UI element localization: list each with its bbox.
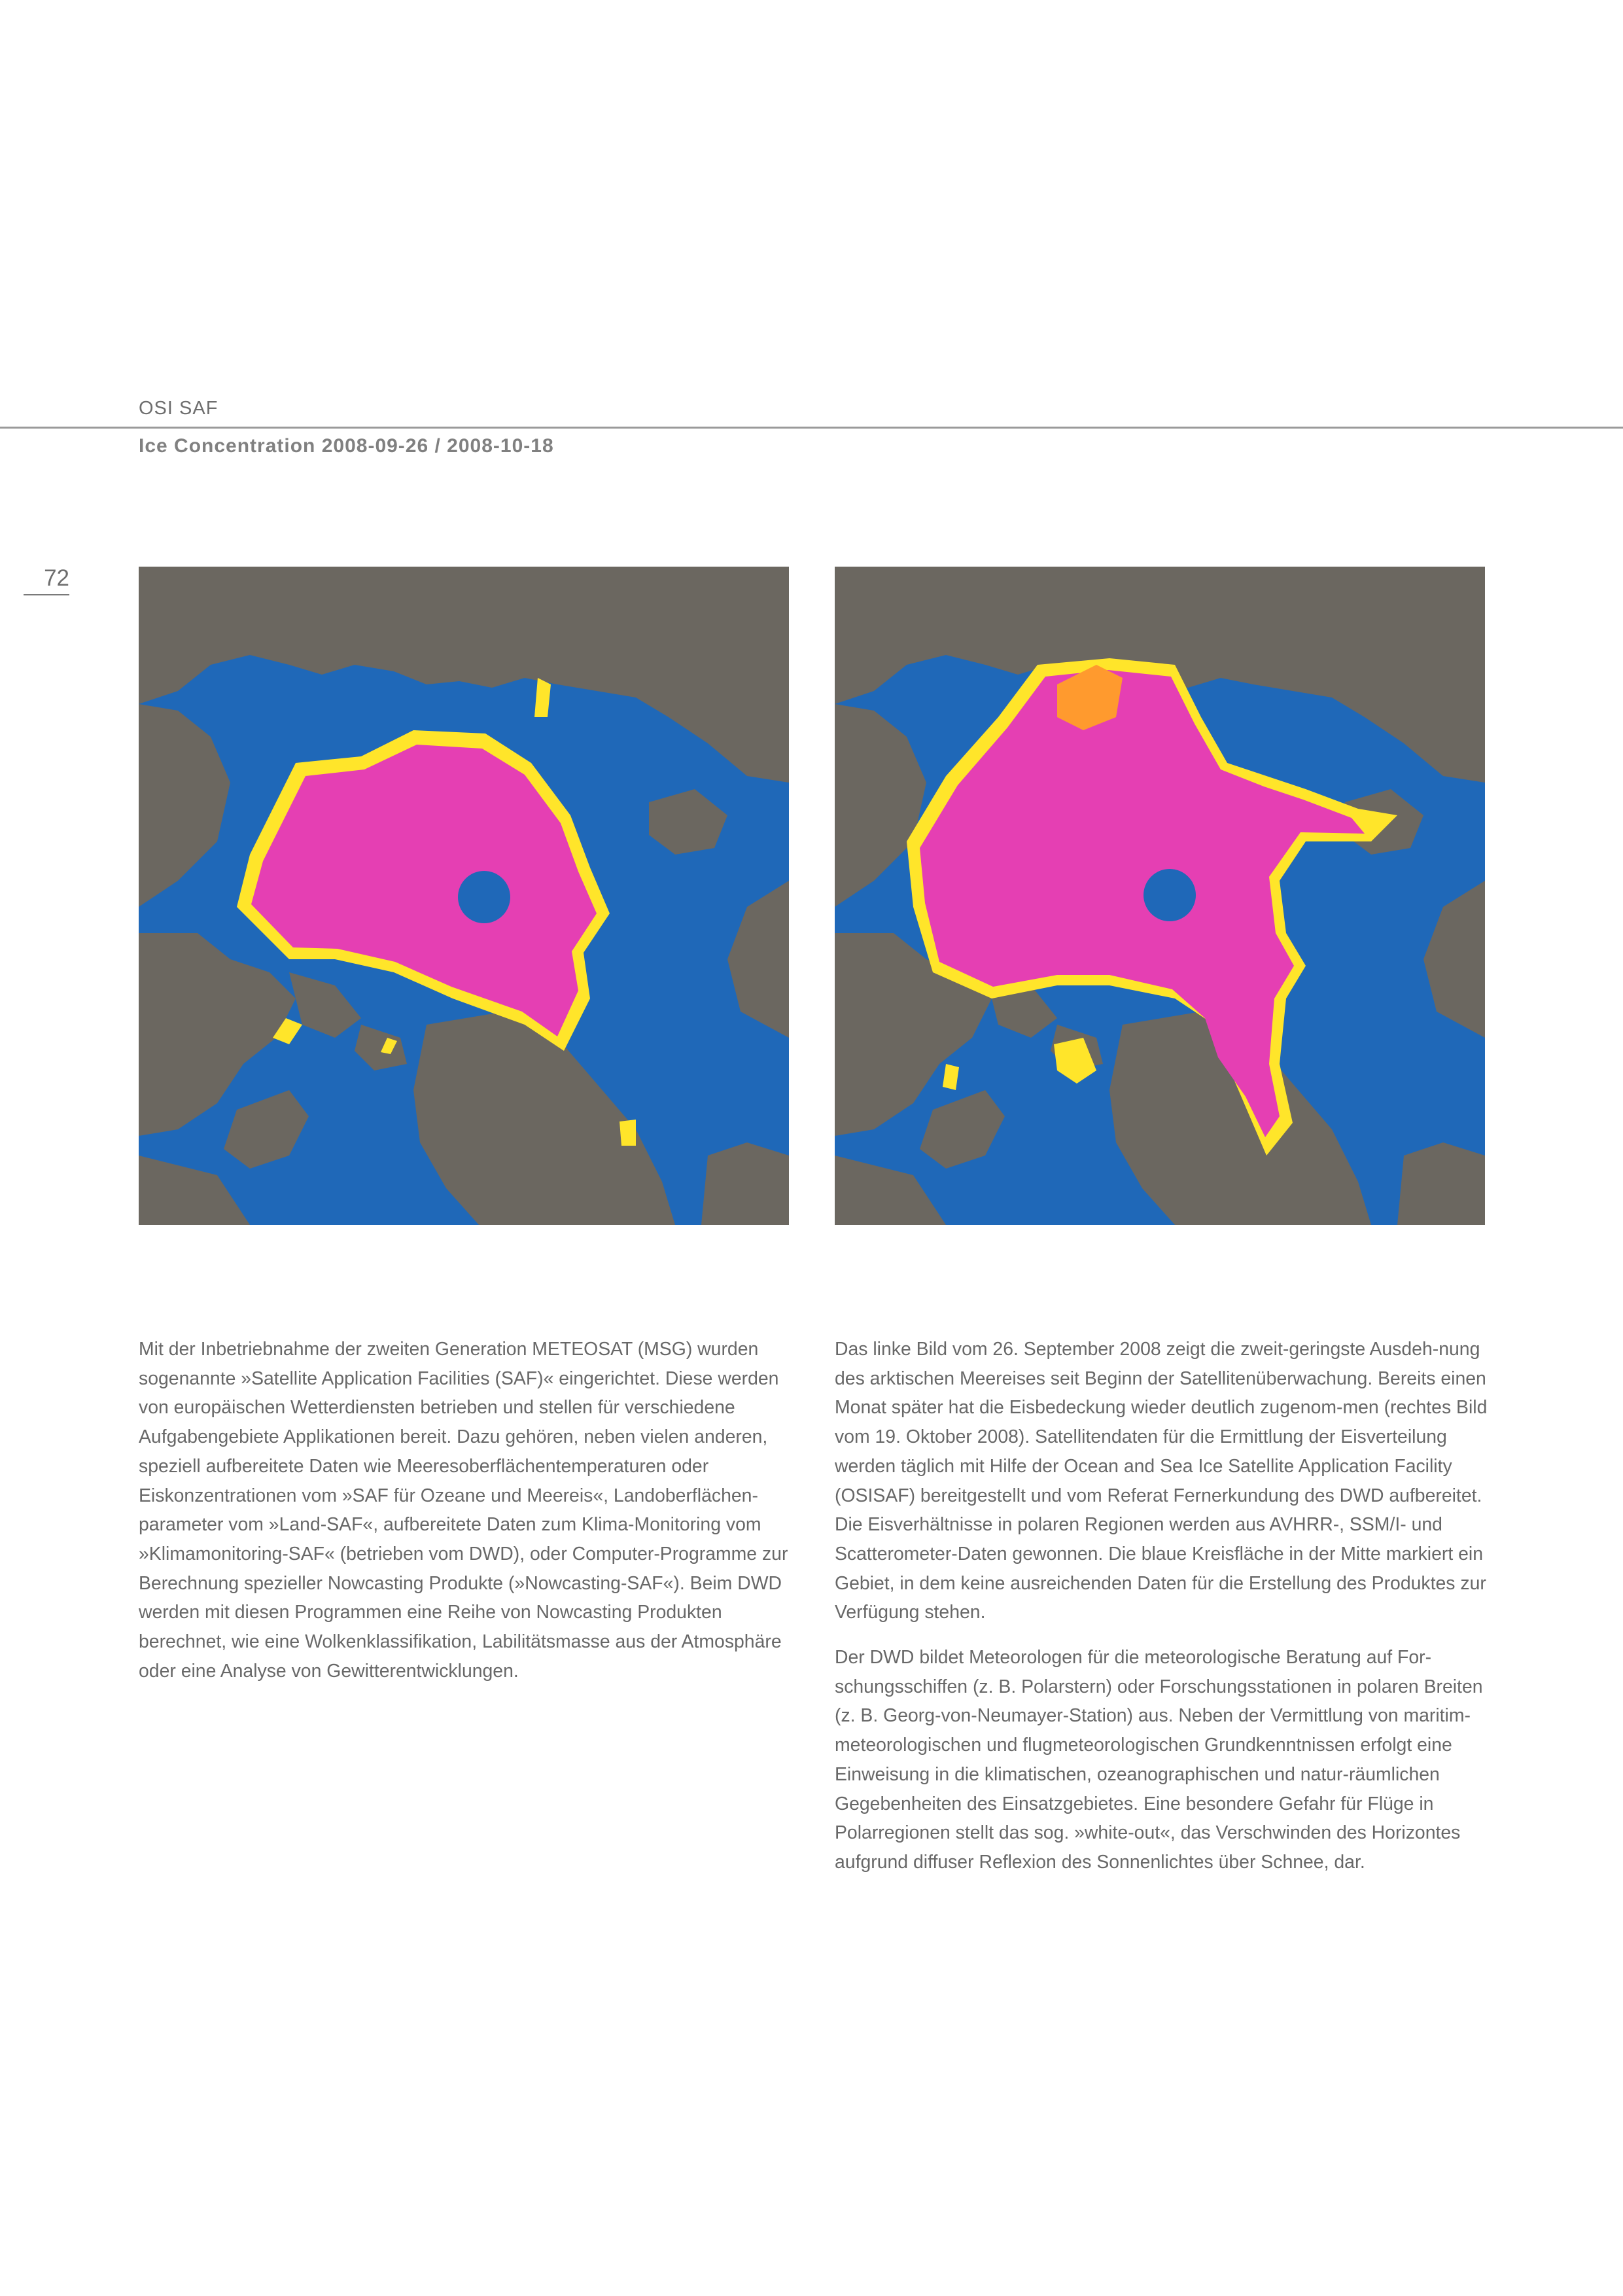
paragraph: Mit der Inbetriebnahme der zweiten Generation METEOSAT (MSG) wurden sogenannte »Satellite Application Facilities (SAF)« eingerichtet. Diese werden von europäischen Wetterdiensten betrieben und stellen für verschiedene Aufgabengebiete Applikationen bereit. Dazu gehören, neben vielen anderen, speziell aufbereitete Daten wie Meeresoberflächentemperaturen oder Eiskonzentrationen vom »SAF für Ozeane und Meereis«, Landoberflächen-parameter vom »Land-SAF«, aufbereitete Daten zum Klima-Monitoring vom »Klimamonitoring-SAF« (betrieben vom DWD), oder Computer-Programme zur Berechnung spezieller Nowcasting Produkte (»Nowcasting-SAF«). Beim DWD werden mit diesen Programmen eine Reihe von Nowcasting Produkten berechnet, wie eine Wolkenklassifikation, Labilitätsmasse aus der Atmosphäre oder eine Analyse von Gewitterentwicklungen. bbox=[139, 1339, 788, 1682]
header-rule bbox=[0, 427, 1623, 429]
body-text-left-column bbox=[139, 1335, 793, 1701]
body-text-right-column bbox=[835, 1335, 1489, 1893]
ice-map-2008-10-18 bbox=[835, 567, 1485, 1225]
ice-map-right-graphic bbox=[835, 567, 1485, 1225]
paragraph: Das linke Bild vom 26. September 2008 zeigt die zweit-geringste Ausdeh-nung des arktischen Meereises seit Beginn der Satellitenüberwachung. Bereits einen Monat später hat die Eisbedeckung wieder deutlich zugenom-men (rechtes Bild vom 19. Oktober 2008). Satellitendaten für die Ermittlung der Eisverteilung werden täglich mit Hilfe der Ocean and Sea Ice Satellite Application Facility (OSISAF) bereitgestellt und vom Referat Fernerkundung des DWD aufbereitet. Die Eisverhältnisse in polaren Regionen werden aus AVHRR-, SSM/I- und Scatterometer-Daten gewonnen. Die blaue Kreisfläche in der Mitte markiert ein Gebiet, in dem keine ausreichenden Daten für die Erstellung des Produktes zur Verfügung stehen. bbox=[835, 1339, 1488, 1623]
figure-title: Ice Concentration 2008-09-26 / 2008-10-18 bbox=[139, 435, 554, 457]
ice-map-2008-09-26 bbox=[139, 567, 789, 1225]
ice-map-left-graphic bbox=[139, 567, 789, 1225]
paragraph: Der DWD bildet Meteorologen für die meteorologische Beratung auf For-schungsschiffen (z. B. Polarstern) oder Forschungsstationen in polaren Breiten (z. B. Georg-von-Neumayer-Station) aus. Neben der Vermittlung von maritim-meteorologischen und flugmeteorologischen Grundkenntnissen erfolgt eine Einweisung in die klimatischen, ozeanographischen und natur-räumlichen Gegebenheiten des Einsatzgebietes. Eine besondere Gefahr für Flüge in Polarregionen stellt das sog. »white-out«, das Verschwinden des Horizontes aufgrund diffuser Reflexion des Sonnenlichtes über Schnee, dar. bbox=[835, 1647, 1483, 1873]
page-number: 72 bbox=[24, 565, 69, 595]
section-label: OSI SAF bbox=[139, 398, 218, 419]
